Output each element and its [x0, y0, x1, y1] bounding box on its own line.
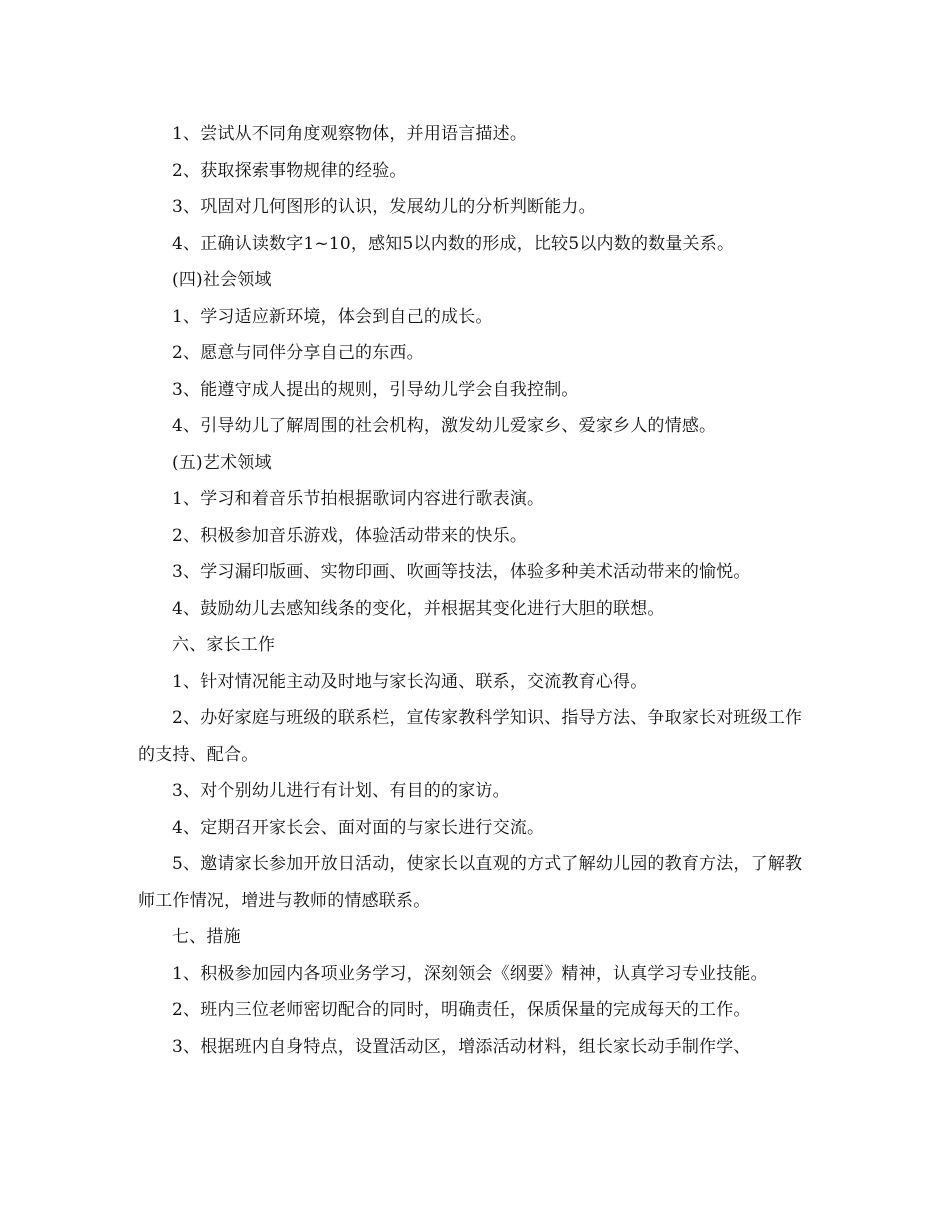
paragraph: 3、根据班内自身特点，设置活动区，增添活动材料，组长家长动手制作学、	[172, 1036, 751, 1057]
paragraph: 4、定期召开家长会、面对面的与家长进行交流。	[172, 817, 545, 838]
paragraph: 2、办好家庭与班级的联系栏，宣传家教科学知识、指导方法、争取家长对班级工作的支持、配合。	[138, 708, 803, 765]
paragraph: 3、对个别幼儿进行有计划、有目的的家访。	[172, 781, 510, 801]
paragraph: 1、尝试从不同角度观察物体，并用语言描述。	[172, 124, 528, 144]
paragraph: 1、学习适应新环境，体会到自己的成长。	[172, 306, 493, 327]
section-heading: (四)社会领域	[172, 270, 272, 290]
paragraph: 2、班内三位老师密切配合的同时，明确责任，保质保量的完成每天的工作。	[172, 1000, 751, 1020]
section-heading: 六、家长工作	[172, 635, 276, 655]
paragraph: 2、愿意与同伴分享自己的东西。	[172, 343, 424, 363]
paragraph: 4、正确认读数字1~10，感知5以内数的形成，比较5以内数的数量关系。	[172, 233, 735, 254]
paragraph: 3、学习漏印版画、实物印画、吹画等技法，体验多种美术活动带来的愉悦。	[172, 562, 751, 582]
paragraph: 4、引导幼儿了解周围的社会机构，激发幼儿爱家乡、爱家乡人的情感。	[172, 416, 717, 436]
section-heading: (五)艺术领域	[172, 452, 272, 473]
paragraph: 1、学习和着音乐节拍根据歌词内容进行歌表演。	[172, 489, 545, 509]
section-heading: 七、措施	[172, 927, 241, 947]
paragraph: 1、针对情况能主动及时地与家长沟通、联系，交流教育心得。	[172, 671, 648, 692]
paragraph: 3、能遵守成人提出的规则，引导幼儿学会自我控制。	[172, 379, 579, 400]
paragraph: 2、积极参加音乐游戏，体验活动带来的快乐。	[172, 525, 528, 546]
paragraph: 4、鼓励幼儿去感知线条的变化，并根据其变化进行大胆的联想。	[172, 598, 665, 619]
document-body	[138, 116, 808, 1065]
paragraph: 3、巩固对几何图形的认识，发展幼儿的分析判断能力。	[172, 197, 596, 217]
paragraph: 2、获取探索事物规律的经验。	[172, 160, 407, 181]
paragraph: 5、邀请家长参加开放日活动，使家长以直观的方式了解幼儿园的教育方法，了解教师工作情况，增进与教师的情感联系。	[138, 854, 803, 911]
paragraph: 1、积极参加园内各项业务学习，深刻领会《纲要》精神，认真学习专业技能。	[172, 963, 768, 984]
